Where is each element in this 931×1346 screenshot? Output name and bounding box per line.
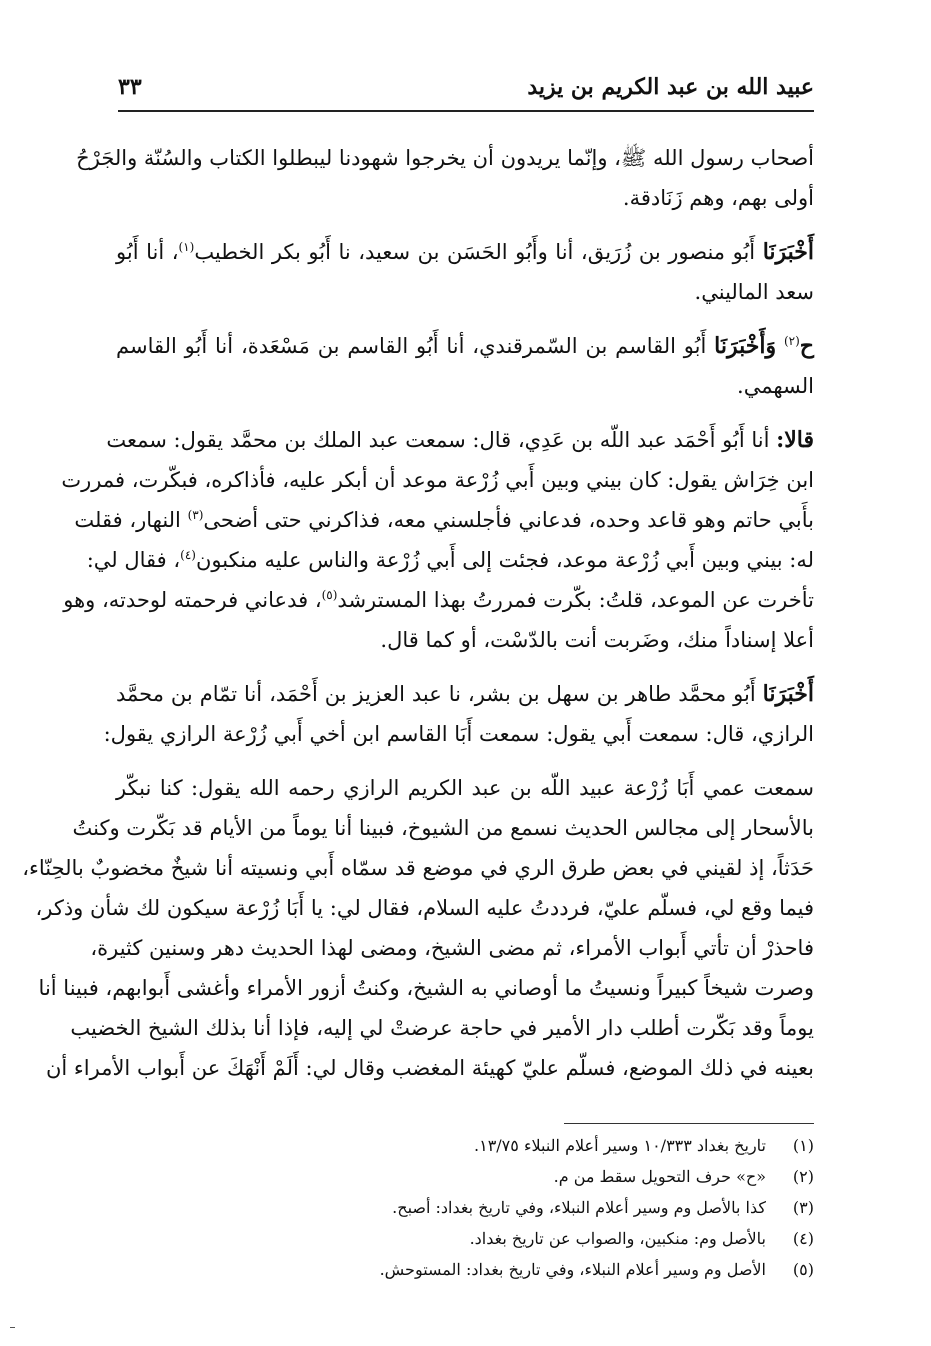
footnote-ref: (٤) — [180, 548, 196, 562]
text-line — [45, 1048, 814, 1088]
footnote-ref: (٥) — [321, 588, 338, 602]
section-mark: ح — [799, 333, 814, 359]
footnotes — [240, 1130, 814, 1285]
keyword: أَخْبَرَنَا — [762, 239, 815, 265]
keyword: وَأَخْبَرَنَا — [714, 333, 777, 359]
text-line — [74, 500, 814, 540]
line-text: ، أنا أَبُو — [116, 240, 179, 264]
text-line — [22, 848, 814, 888]
footnote-ref: (٢) — [783, 334, 800, 348]
line-text: سعد الماليني. — [694, 280, 814, 304]
line-text: له: بيني وبين أَبي زُرْعة موعد، فجئت إلى أَبي زُرْعة والناس عليه منكبون — [195, 548, 814, 572]
footnote-number: (٢) — [792, 1167, 814, 1186]
footnote-number: (٣) — [792, 1198, 814, 1217]
line-text: أعلا إسناداً منك، وضَربت أنت بالدّسْت، أو كما قال. — [380, 628, 814, 652]
text-line — [116, 674, 814, 714]
line-text: فاحذرْ أن تأتي أَبواب الأمراء، ثم مضى الشيخ، ومضى لهذا الحديث دهر وسنين كثيرة، — [90, 936, 814, 960]
text-line — [61, 460, 814, 500]
text-line — [35, 888, 814, 928]
page-header — [118, 72, 814, 112]
line-text: أَبُو محمَّد طاهر بن سهل بن بشر، نا عبد العزيز بن أَحْمَد، أنا تمّام بن محمَّد — [116, 682, 756, 706]
footnote — [240, 1130, 814, 1161]
text-line — [116, 366, 814, 406]
line-text: ابن خِرَاش يقول: كان بيني وبين أَبي زُرْعة موعد أن أبكر عليه، فأذاكره، فبكّرت، فمررت — [61, 468, 814, 492]
paragraph — [61, 420, 814, 660]
text-line — [116, 232, 814, 272]
line-text: تأخرت عن الموعد، قلتُ: بكّرت فمررتُ بهذا المسترشد — [337, 588, 814, 612]
line-text: أَبُو القاسم بن السّمرقندي، أنا أَبُو القاسم بن مَسْعَدة، أنا أَبُو القاسم — [116, 334, 707, 358]
line-text: سمعت عمي أَبَا زُرْعة عبيد اللّه بن عبد الكريم الرازي رحمه الله يقول: كنا نبكّر — [116, 776, 814, 800]
margin-mark — [10, 1327, 15, 1328]
footnote — [240, 1161, 814, 1192]
line-text: أنا أَبُو أَحْمَد عبد اللّه بن عَدِي، قال: سمعت عبد الملك بن محمَّد يقول: سمعت — [106, 428, 770, 452]
keyword: أَخْبَرَنَا — [762, 681, 814, 707]
text-line — [38, 968, 814, 1008]
paragraph — [103, 674, 814, 754]
text-line — [90, 928, 814, 968]
footnote-text: بالأصل وم: منكبين، والصواب عن تاريخ بغداد. — [469, 1229, 766, 1248]
footnote-text: الأصل وم وسير أعلام النبلاء، وفي تاريخ بغداد: المستوحش. — [379, 1260, 766, 1279]
line-text: فيما وقع لي، فسلّم عليّ، فرددتُ عليه السلام، فقال لي: يا أَبَا زُرْعة سيكون لك شأن وذكر، — [35, 896, 814, 920]
keyword: قالا: — [776, 427, 814, 453]
line-text: حَدَثاً، إذ لقيني في بعض طرق الري في موضع قد سمّاه أَبي ونسيته أنا شيخٌ مخضوبٌ بالحِنّاء، — [22, 856, 814, 880]
footnote — [240, 1223, 814, 1254]
text-line — [116, 326, 814, 366]
text-line — [103, 714, 814, 754]
footnote-number: (١) — [792, 1136, 814, 1155]
line-text: يوماً وقد بَكّرت أطلب دار الأمير في حاجة عرضتْ لي إليه، فإذا أنا بذلك الشيخ الخضيب — [70, 1016, 814, 1040]
footnote-ref: (١) — [178, 240, 195, 254]
text-line — [76, 138, 814, 178]
line-text: بأَبي حاتم وهو قاعد وحده، فدعاني فأجلسني معه، فذاكرني حتى أضحى — [203, 508, 814, 532]
paragraph — [22, 768, 814, 1088]
text-line — [116, 178, 814, 218]
footnote-number: (٤) — [792, 1229, 814, 1248]
paragraph — [116, 326, 814, 406]
page-number: ٣٣ — [118, 74, 142, 100]
line-text: ، فدعاني فرحمته لوحدته، وهو — [63, 588, 322, 612]
line-text: بالأسحار إلى مجالس الحديث نسمع من الشيوخ، فبينا أنا يوماً من الأيام قد بَكّرت وكنتُ — [72, 816, 814, 840]
line-text: أصحاب رسول الله ﷺ، وإنّما يريدون أن يخرجوا شهودنا ليبطلوا الكتاب والسُنّة والجَرْحُ — [76, 146, 814, 170]
footnote-separator — [564, 1123, 814, 1124]
running-title: عبيد الله بن عبد الكريم بن يزيد — [527, 74, 814, 100]
footnote-text: كذا بالأصل وم وسير أعلام النبلاء، وفي تاريخ بغداد: أصبح. — [392, 1198, 766, 1217]
line-text: النهار، فقلت — [74, 508, 188, 532]
footnote-ref: (٣) — [187, 508, 204, 522]
footnote — [240, 1254, 814, 1285]
footnote-number: (٥) — [792, 1260, 814, 1279]
main-text — [22, 138, 815, 1102]
text-line — [116, 768, 814, 808]
line-text: وصرت شيخاً كبيراً ونسيتُ ما أوصاني به الشيخ، وكنتُ أزور الأمراء وأغشى أَبوابهم، فبينا أنا — [38, 976, 814, 1000]
line-text: أولى بهم، وهم زَنَادقة. — [622, 186, 814, 210]
text-line — [72, 808, 814, 848]
footnote-text: «ح» حرف التحويل سقط من م. — [553, 1167, 766, 1186]
line-text: السهمي. — [737, 374, 814, 398]
footnote — [240, 1192, 814, 1223]
line-text: الرازي، قال: سمعت أَبي يقول: سمعت أَبَا القاسم ابن أخي أَبي زُرْعة الرازي يقول: — [103, 722, 814, 746]
text-line — [63, 580, 814, 620]
paragraph — [76, 138, 814, 218]
text-line — [106, 420, 814, 460]
line-text: بعينه في ذلك الموضع، فسلّم عليّ كهيئة المغضب وقال لي: أَلَمْ أَنْهَكَ عن أَبواب الأمراء أن — [45, 1056, 814, 1080]
footnote-text: تاريخ بغداد ١٠/٣٣٣ وسير أعلام النبلاء ١٣/٧٥. — [474, 1136, 766, 1155]
text-line — [86, 540, 814, 580]
text-line — [116, 272, 814, 312]
text-line — [70, 1008, 814, 1048]
text-line — [116, 620, 814, 660]
paragraph — [116, 232, 814, 312]
line-text: أَبُو منصور بن زُرَيق، أنا وأَبُو الحَسَن بن سعيد، نا أَبُو بكر الخطيب — [194, 240, 756, 264]
line-text: ، فقال لي: — [86, 548, 181, 572]
